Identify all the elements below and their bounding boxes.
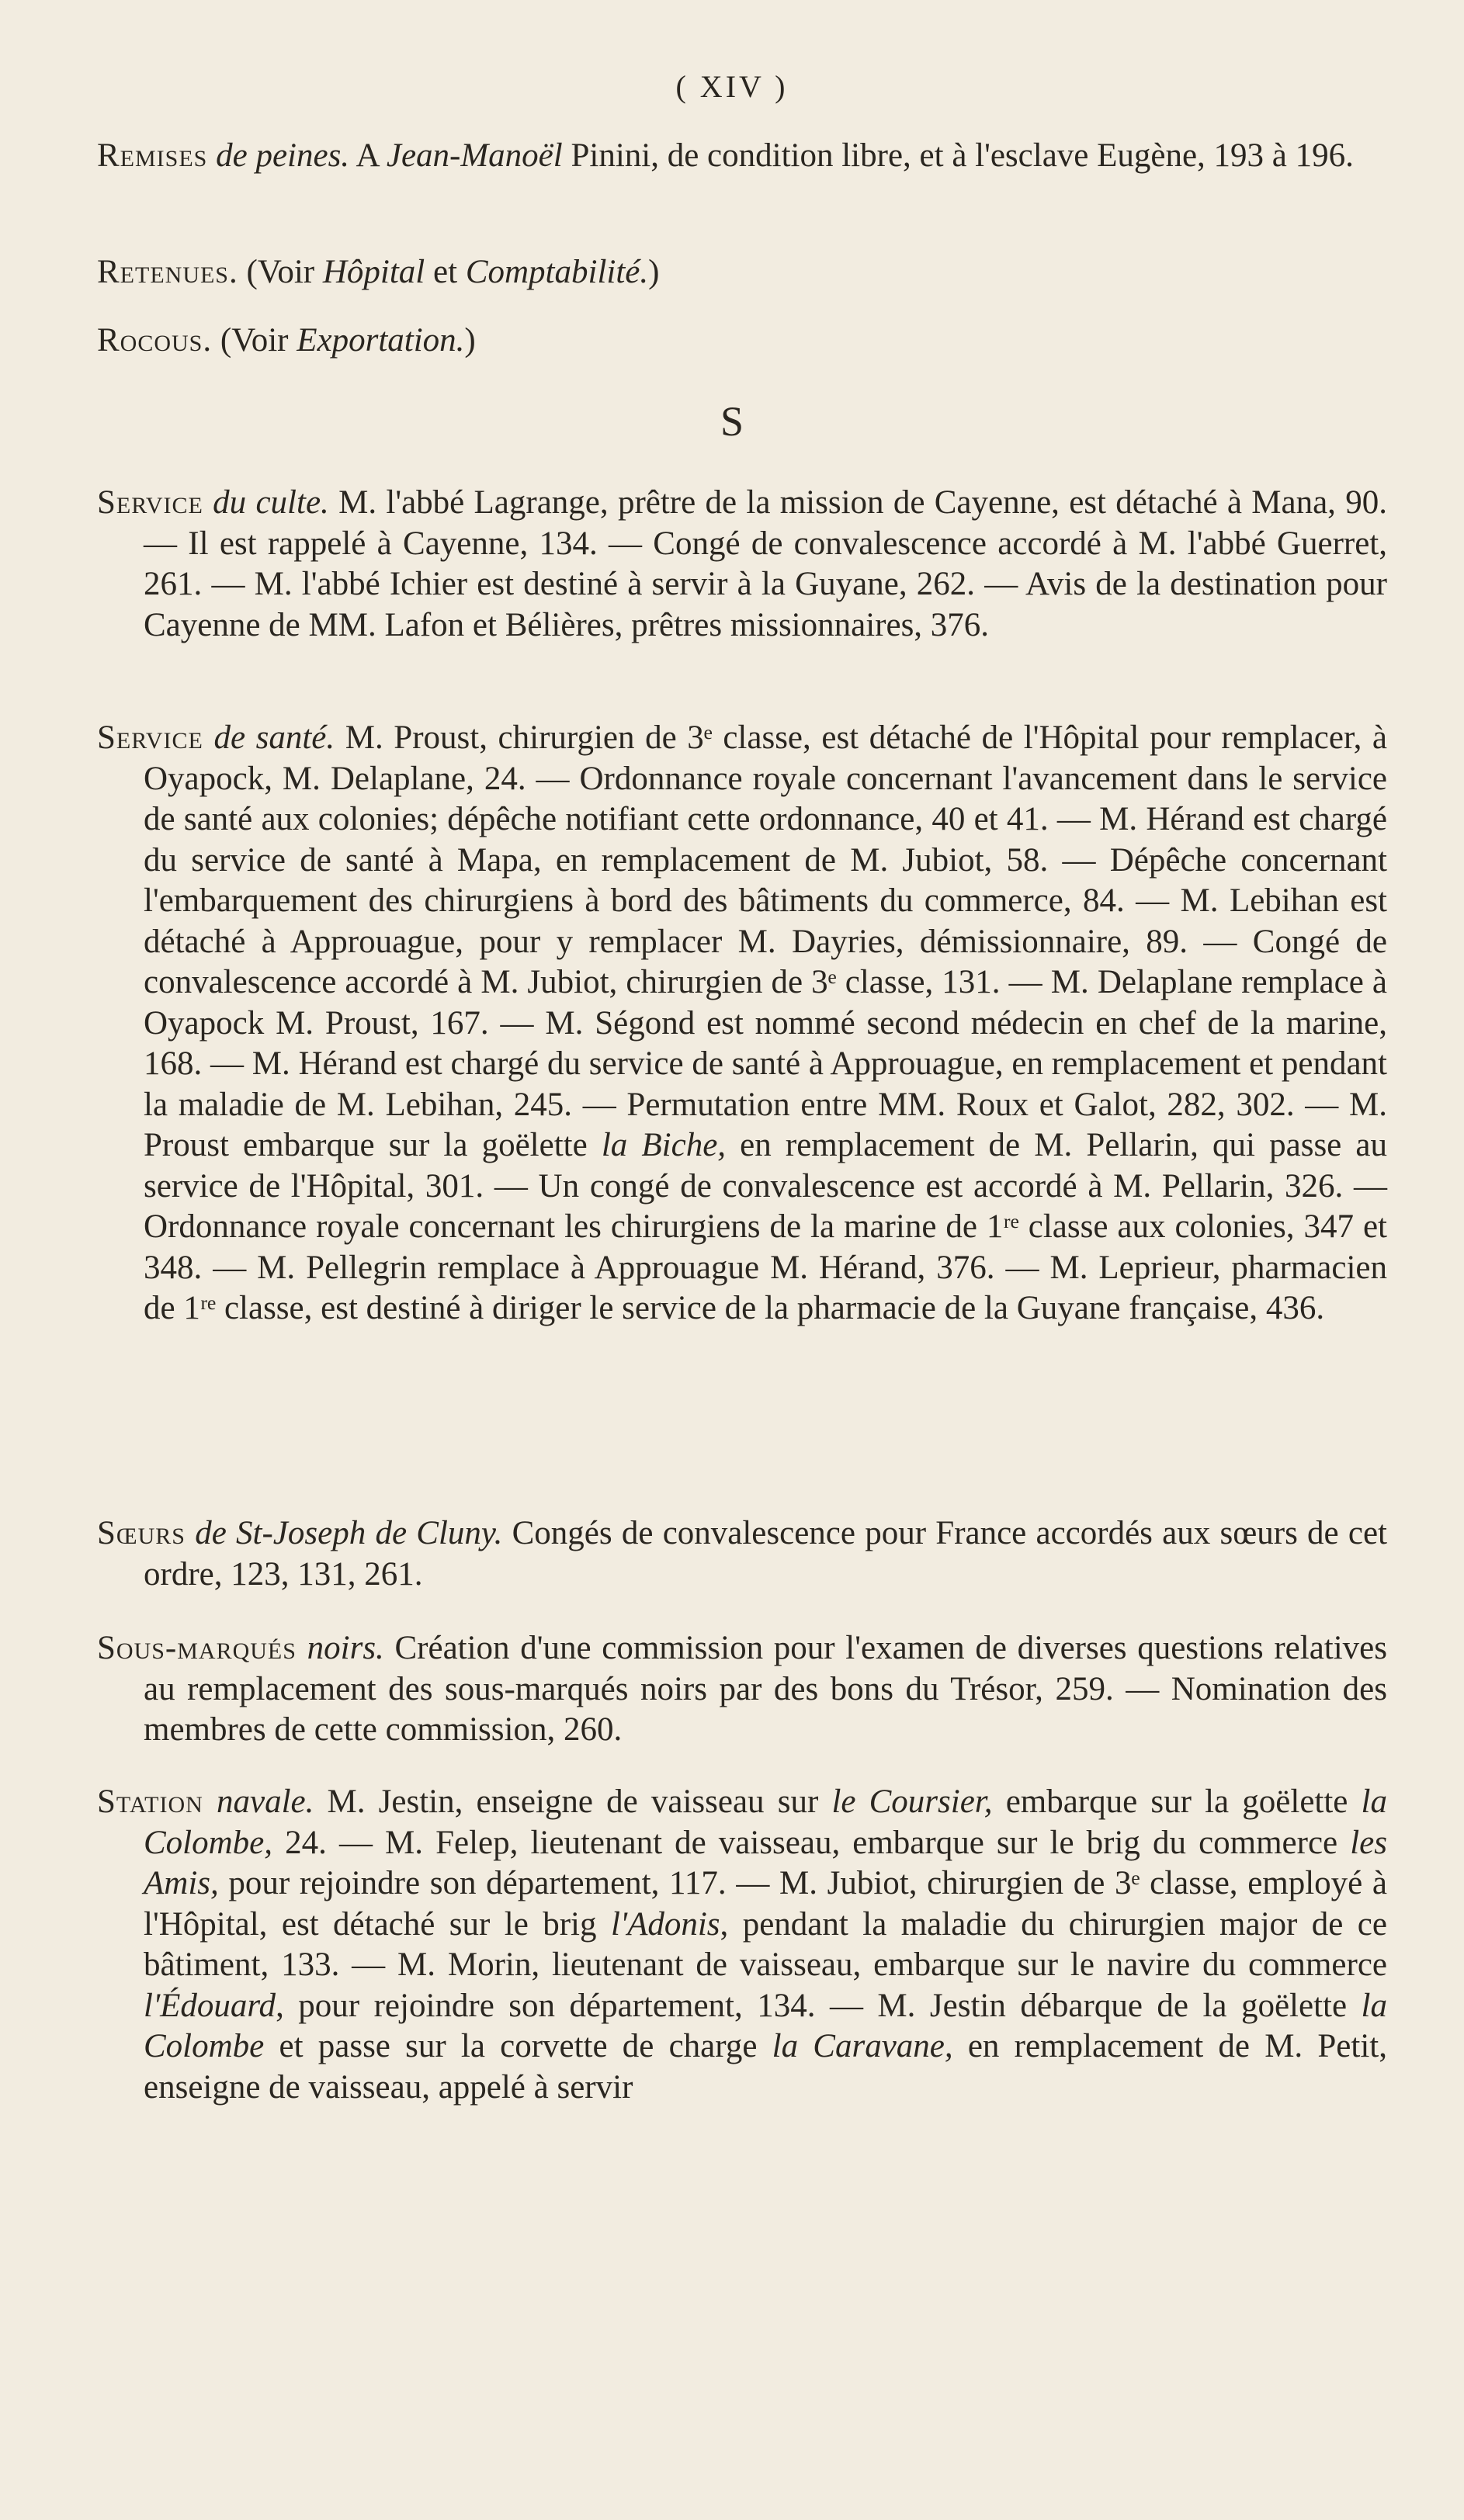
entry-text: (Voir (238, 254, 323, 290)
entry-text: M. Jestin, enseigne de vaisseau sur (314, 1783, 832, 1820)
entry-text: (Voir (212, 322, 297, 359)
entry-text: embarque sur la goëlette (992, 1783, 1362, 1820)
entry-text: en remplacement de M. Pellarin, qui passe au service de l'Hôpital, 301. — Un congé de convalescence est accordé à M. Pellarin, 326. — Ordonnance royale concernant les chirurgiens de la marine de 1ʳᵉ classe aux colonies, 347 et 348. — M. Pellegrin remplace à Approuague M. Hérand, 376. — M. Leprieur, pharmacien de 1ʳᵉ classe, est destiné à diriger le service de la pharmacie de la Guyane française, 436. (144, 1127, 1387, 1326)
entry-head: Service (97, 719, 203, 756)
entry-soeurs (97, 1513, 1387, 1595)
entry-italic-text: Exportation. (297, 322, 465, 359)
entry-head: Sœurs (97, 1515, 186, 1551)
entry-head: Service (97, 484, 203, 521)
entry-italic-text: navale. (217, 1783, 314, 1820)
letter-heading: S (720, 398, 744, 445)
entry-italic-text: les Amis, (144, 1824, 1387, 1901)
entry-italic-text: noirs. (307, 1630, 384, 1666)
entry-text: et passe sur la corvette de charge (264, 2028, 772, 2064)
entry-text: pour rejoindre son département, 117. — M. Jubiot, chirurgien de 3ᵉ classe, employé à l'Hôpital, est détaché sur le brig (144, 1865, 1387, 1943)
entry-text: Congés de convalescence pour France accordés aux sœurs de cet ordre, 123, 131, 261. (144, 1515, 1388, 1593)
entry-text: , pendant la maladie du chirurgien major de ce bâtiment, 133. — M. Morin, lieutenant de vaisseau, embarque sur le navire du commerce (144, 1905, 1387, 1983)
entry-text: ) (648, 254, 660, 290)
entry-italic-text: de St-Joseph de Cluny. (195, 1515, 503, 1551)
entry-italic-text: Hôpital (322, 254, 425, 290)
entry-text (203, 484, 213, 521)
entry-italic-text: Jean-Manoël (386, 137, 563, 174)
entry-italic-text: Comptabilité. (465, 254, 649, 290)
entry-text (207, 137, 216, 174)
entry-remises (97, 136, 1387, 177)
entry-head: Retenues. (97, 254, 238, 290)
entry-station-navale (97, 1782, 1387, 2108)
entry-italic-text: la Biche, (601, 1127, 727, 1163)
entry-text: et (425, 254, 466, 290)
entry-text: M. l'abbé Lagrange, prêtre de la mission de Cayenne, est détaché à Mana, 90. — Il est rappelé à Cayenne, 134. — Congé de convalescence accordé à M. l'abbé Guerret, 261. — M. l'abbé Ichier est destiné à servir à la Guyane, 262. — Avis de la destination pour Cayenne de MM. Lafon et Bélières, prêtres missionnaires, 376. (144, 484, 1387, 643)
entry-italic-text: le Coursier, (831, 1783, 993, 1820)
entry-text: en remplacement de M. Petit, enseigne de vaisseau, appelé à servir (144, 2028, 1387, 2106)
entry-italic-text: la Caravane, (772, 2028, 953, 2064)
page-number: ( XIV ) (675, 69, 789, 104)
entry-text (203, 719, 214, 756)
entry-head: Remises (97, 137, 208, 174)
entry-service-de-sante (97, 718, 1387, 1329)
entry-italic-text: la Colombe, (144, 1783, 1387, 1861)
entry-italic-text: de santé. (213, 719, 335, 756)
entry-text: Pinini, de condition libre, et à l'esclave Eugène, 193 à 196. (562, 137, 1354, 174)
entry-text (203, 1783, 217, 1820)
entry-text (297, 1630, 307, 1666)
entry-italic-text: de peines. (216, 137, 350, 174)
entry-text: Création d'une commission pour l'examen de diverses questions relatives au remplacement des sous-marqués noirs par des bons du Trésor, 259. — Nomination des membres de cette commission, 260. (144, 1630, 1387, 1748)
entry-italic-text: du culte. (213, 484, 329, 521)
entry-head: Rocous. (97, 322, 213, 359)
entry-head: Sous-marqués (97, 1630, 297, 1666)
entry-text: A (349, 137, 387, 174)
entry-retenues (97, 252, 1387, 293)
entry-text: 24. — M. Felep, lieutenant de vaisseau, embarque sur le brig du commerce (272, 1824, 1351, 1861)
entry-text: , pour rejoindre son département, 134. — M. Jestin débarque de la goëlette (276, 1987, 1362, 2024)
entry-italic-text: l'Adonis (610, 1905, 720, 1943)
entry-italic-text: l'Édouard (144, 1987, 276, 2024)
entry-text (186, 1515, 195, 1551)
entry-sous-marques (97, 1628, 1387, 1751)
entry-text: ) (464, 322, 476, 359)
entry-text: M. Proust, chirurgien de 3ᵉ classe, est détaché de l'Hôpital pour remplacer, à Oyapock, M. Delaplane, 24. — Ordonnance royale concernant l'avancement dans le service de santé aux colonies; dépêche notifiant cette ordonnance, 40 et 41. — M. Hérand est chargé du service de santé à Mapa, en remplacement de M. Jubiot, 58. — Dépêche concernant l'embarquement des chirurgiens à bord des bâtiments du commerce, 84. — M. Lebihan est détaché à Approuague, pour y remplacer M. Dayries, démissionnaire, 89. — Congé de convalescence accordé à M. Jubiot, chirurgien de 3ᵉ classe, 131. — M. Delaplane remplace à Oyapock M. Proust, 167. — M. Ségond est nommé second médecin en chef de la marine, 168. — M. Hérand est chargé du service de santé à Approuague, en remplacement et pendant la maladie de M. Lebihan, 245. — Permutation entre MM. Roux et Galot, 282, 302. — M. Proust embarque sur la goëlette (144, 719, 1388, 1163)
entry-head: Station (97, 1783, 203, 1820)
entry-service-du-culte (97, 483, 1387, 646)
entry-italic-text: la Colombe (144, 1987, 1387, 2064)
entry-rocous (97, 321, 1387, 362)
